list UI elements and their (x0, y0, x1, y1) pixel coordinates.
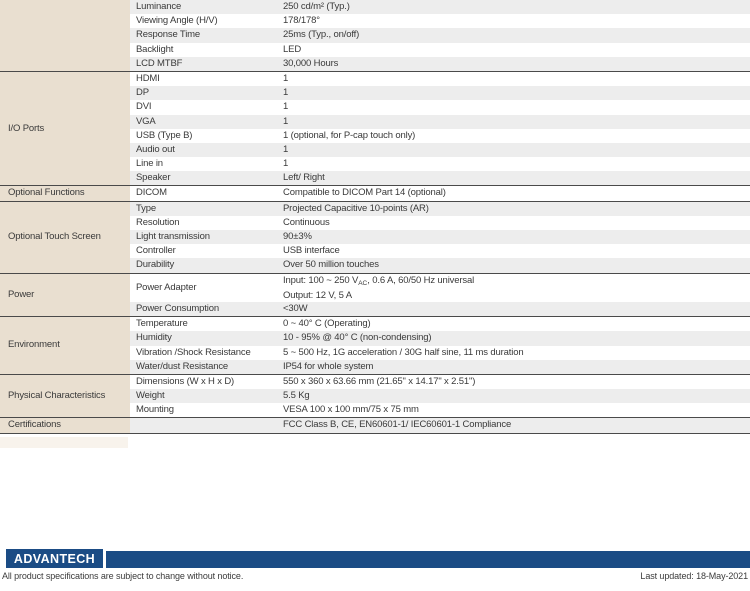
spec-value: 5.5 Kg (283, 390, 310, 402)
spec-category: Certifications (0, 418, 130, 432)
spec-label: DICOM (136, 187, 167, 199)
spec-row (130, 43, 750, 57)
spec-label: USB (Type B) (136, 129, 193, 141)
spec-section-2 (0, 186, 750, 201)
spec-row (130, 57, 750, 71)
spec-row (130, 346, 750, 360)
spec-value: Compatible to DICOM Part 14 (optional) (283, 187, 446, 199)
spec-category: I/O Ports (0, 72, 130, 186)
spec-row (130, 72, 750, 86)
spec-row (130, 331, 750, 345)
spec-row (130, 403, 750, 417)
spec-value: <30W (283, 302, 308, 314)
spec-value: 0 ~ 40° C (Operating) (283, 318, 371, 330)
spec-label: Speaker (136, 172, 171, 184)
spec-row (130, 258, 750, 272)
spec-row (130, 0, 750, 14)
spec-section-7 (0, 418, 750, 433)
spec-category: Environment (0, 317, 130, 374)
spec-section-1 (0, 72, 750, 187)
subscript-text: AC (358, 279, 368, 287)
spec-value: 1 (283, 87, 289, 99)
spec-category: Power (0, 274, 130, 317)
spec-value: FCC Class B, CE, EN60601-1/ IEC60601-1 Compliance (283, 419, 512, 431)
spec-section-6 (0, 375, 750, 419)
spec-label: DVI (136, 101, 152, 113)
spec-row (130, 100, 750, 114)
spec-label: HDMI (136, 72, 160, 84)
spec-label: Dimensions (W x H x D) (136, 375, 235, 387)
spec-section-5 (0, 317, 750, 375)
spec-row (130, 360, 750, 374)
footer-bar-fill (106, 551, 750, 568)
spec-value: 1 (283, 115, 289, 127)
spec-row (130, 157, 750, 171)
spec-value: Continuous (283, 216, 330, 228)
spec-label: Type (136, 202, 156, 214)
advantech-logo-text: ADVANTECH (13, 551, 96, 566)
spec-label: Resolution (136, 216, 180, 228)
spec-label: Controller (136, 245, 176, 257)
spec-row (130, 14, 750, 28)
spec-section-0 (0, 0, 750, 72)
spec-label: Temperature (136, 318, 188, 330)
spec-value: 1 (283, 158, 289, 170)
spec-label: Audio out (136, 143, 175, 155)
spec-value: VESA 100 x 100 mm/75 x 75 mm (283, 404, 419, 416)
spec-row (130, 375, 750, 389)
spec-label: Line in (136, 158, 163, 170)
spec-value: 250 cd/m² (Typ.) (283, 1, 350, 12)
spec-section-3 (0, 202, 750, 274)
spec-category: Optional Touch Screen (0, 202, 130, 273)
spec-value: Projected Capacitive 10-points (AR) (283, 202, 429, 214)
spec-value: 30,000 Hours (283, 57, 339, 69)
last-updated-text: Last updated: 18-May-2021 (640, 571, 748, 581)
footer-bar (6, 549, 750, 568)
spec-row (130, 171, 750, 185)
spec-label: Mounting (136, 404, 174, 416)
spec-label (130, 418, 283, 432)
spec-section-4 (0, 274, 750, 318)
spec-value: 1 (283, 72, 289, 84)
spec-label: Water/dust Resistance (136, 360, 229, 372)
spec-value: 90±3% (283, 231, 312, 243)
spec-label: Backlight (136, 43, 174, 55)
spec-row (130, 418, 750, 432)
spec-category: Physical Characteristics (0, 375, 130, 418)
disclaimer-text: All product specifications are subject to change without notice. (2, 571, 244, 581)
spec-value: Left/ Right (283, 172, 325, 184)
spec-value: 25ms (Typ., on/off) (283, 29, 360, 41)
spec-label: Power Consumption (136, 302, 219, 314)
spec-row (130, 389, 750, 403)
spec-row (130, 202, 750, 216)
spec-row (130, 244, 750, 258)
spec-label: Viewing Angle (H/V) (136, 15, 218, 27)
spec-row (130, 216, 750, 230)
spec-category (0, 0, 130, 71)
spec-value: 550 x 360 x 63.66 mm (21.65" x 14.17" x 2.51") (283, 375, 476, 387)
spec-row (130, 302, 750, 316)
spec-value: USB interface (283, 245, 340, 257)
spec-label: Response Time (136, 29, 201, 41)
spec-value: Input: 100 ~ 250 $V_{AC}$, 0.6 A, 60/50 Hz universal Output: 12 V, 5 A (283, 274, 475, 301)
spec-value: 178/178° (283, 15, 320, 27)
spec-label: Light transmission (136, 231, 210, 243)
spec-value: LED (283, 43, 302, 55)
spec-row (130, 274, 750, 302)
footer-texts (2, 571, 748, 581)
spec-value: 1 (optional, for P-cap touch only) (283, 129, 416, 141)
spec-label: Vibration /Shock Resistance (136, 346, 251, 358)
advantech-logo (6, 549, 103, 568)
spec-category: Optional Functions (0, 186, 130, 200)
spec-row (130, 86, 750, 100)
spec-value: 1 (283, 143, 289, 155)
spec-value: Over 50 million touches (283, 259, 379, 271)
spec-value: 1 (283, 101, 289, 113)
spec-value: 5 ~ 500 Hz, 1G acceleration / 30G half sine, 11 ms duration (283, 346, 524, 358)
table-tail-strip (0, 437, 128, 448)
spec-label: Power Adapter (136, 281, 197, 293)
spec-label: Humidity (136, 332, 172, 344)
spec-label: Weight (136, 390, 165, 402)
spec-label: DP (136, 87, 149, 99)
spec-label: Luminance (136, 1, 182, 12)
spec-row (130, 317, 750, 331)
spec-label: VGA (136, 115, 156, 127)
spec-label: Durability (136, 259, 175, 271)
spec-value: IP54 for whole system (283, 360, 374, 372)
spec-row (130, 28, 750, 42)
spec-row (130, 115, 750, 129)
spec-label: LCD MTBF (136, 57, 183, 69)
spec-value: 10 - 95% @ 40° C (non-condensing) (283, 332, 432, 344)
spec-row (130, 230, 750, 244)
spec-row (130, 143, 750, 157)
spec-row (130, 186, 750, 200)
spec-row (130, 129, 750, 143)
